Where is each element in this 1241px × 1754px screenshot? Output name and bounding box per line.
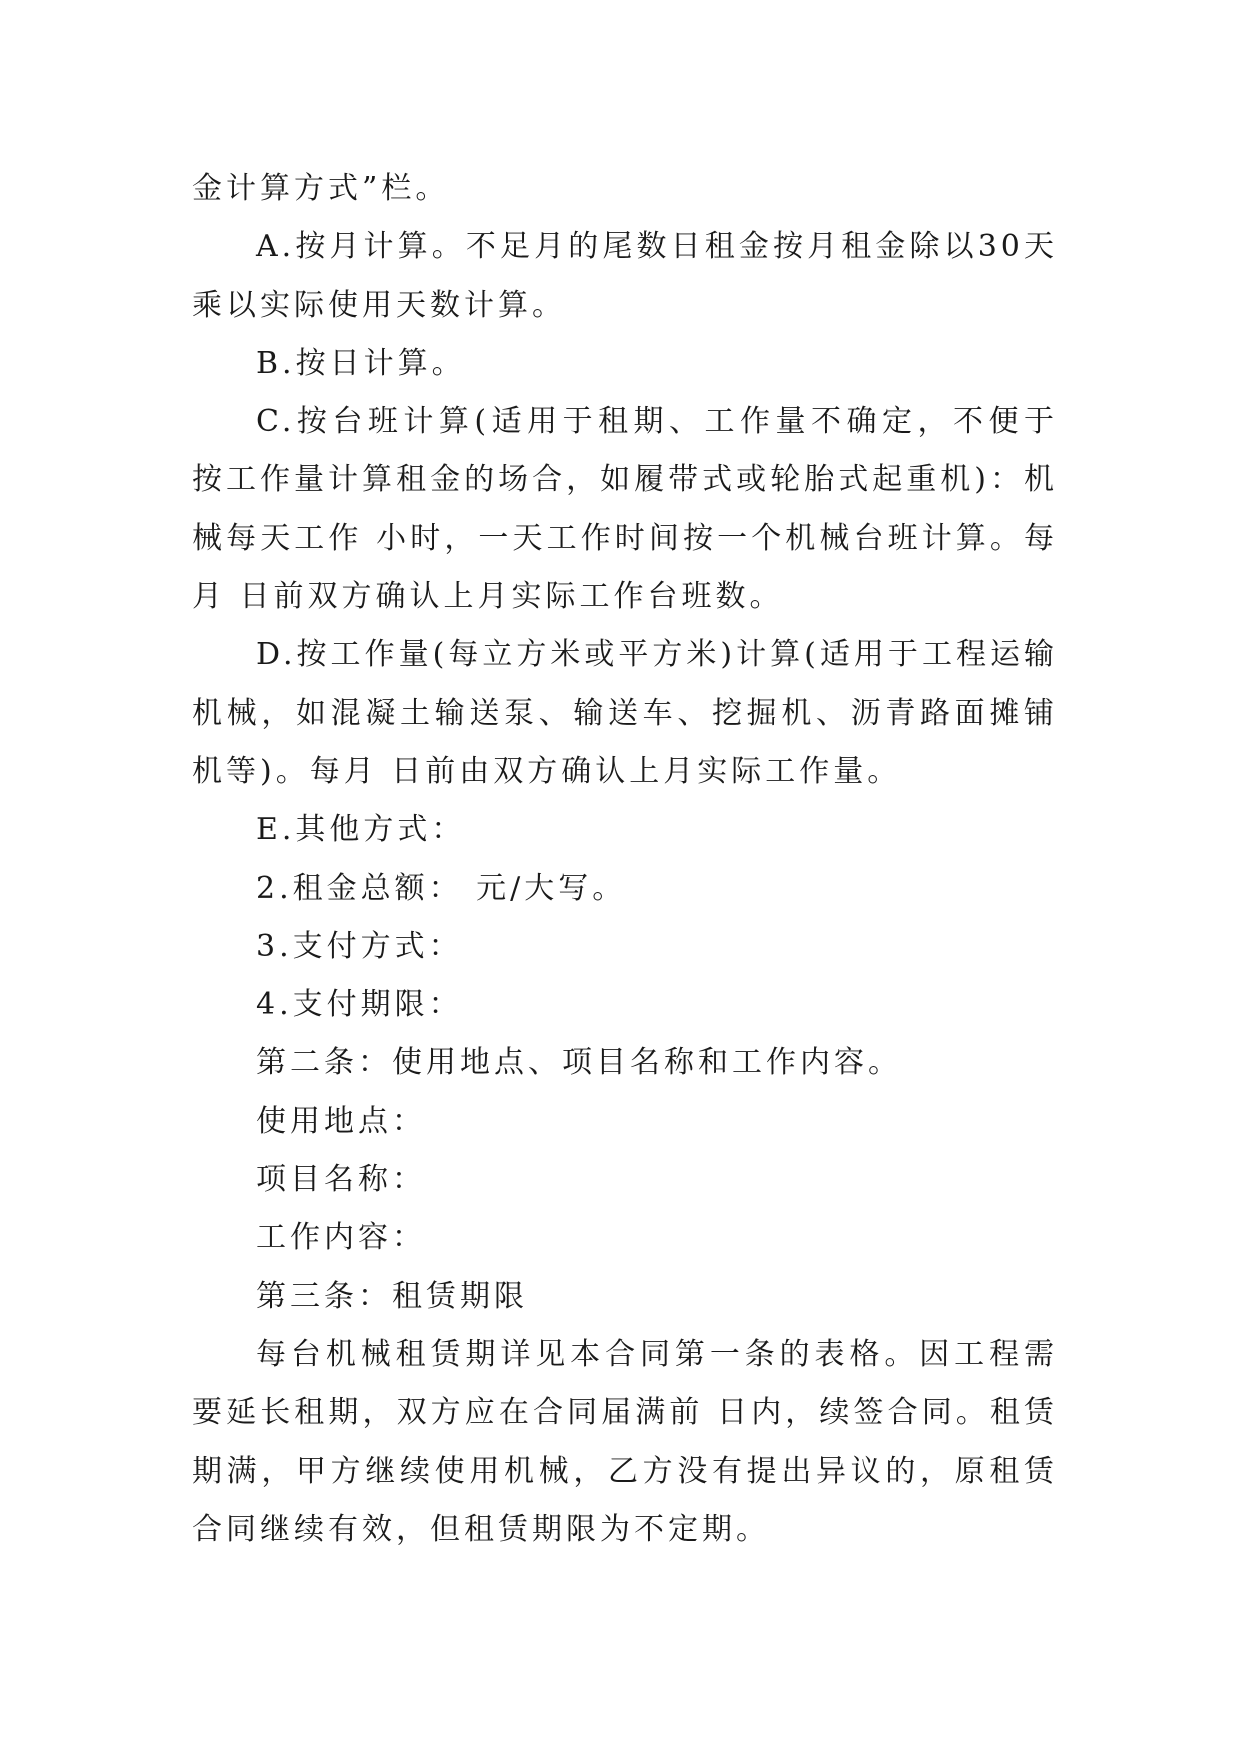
paragraph-project-name: 项目名称： [256, 1162, 426, 1198]
paragraph-rent-total: 2.租金总额： 元/大写。 [256, 870, 627, 906]
article-two-heading: 第二条：使用地点、项目名称和工作内容。 [256, 1045, 902, 1081]
paragraph-option-a: A.按月计算。不足月的尾数日租金按月租金除以30天乘以实际使用天数计算。 [192, 229, 1058, 323]
paragraph-continuation: 金计算方式”栏。 [192, 171, 450, 206]
paragraph-work-content: 工作内容： [256, 1220, 426, 1256]
paragraph-option-e: E.其他方式： [256, 812, 466, 848]
paragraph-payment-method: 3.支付方式： [256, 928, 463, 964]
article-three-heading: 第三条：租赁期限 [256, 1278, 528, 1314]
paragraph-option-c: C.按台班计算(适用于租期、工作量不确定，不便于按工作量计算租金的场合，如履带式或轮胎式起重机)：机械每天工作 小时，一天工作时间按一个机械台班计算。每月 日前双方确认上月实际工作台班数。 [192, 404, 1058, 615]
document-body [192, 160, 1058, 1559]
paragraph-lease-period: 每台机械租赁期详见本合同第一条的表格。因工程需要延长租期，双方应在合同届满前 日内，续签合同。租赁期满，甲方继续使用机械，乙方没有提出异议的，原租赁合同继续有效，但租赁期限为不定期。 [192, 1336, 1058, 1547]
paragraph-option-b: B.按日计算。 [256, 345, 466, 381]
paragraph-payment-term: 4.支付期限： [256, 987, 463, 1023]
paragraph-location: 使用地点： [256, 1103, 426, 1139]
paragraph-option-d: D.按工作量(每立方米或平方米)计算(适用于工程运输机械，如混凝土输送泵、输送车、挖掘机、沥青路面摊铺机等)。每月 日前由双方确认上月实际工作量。 [192, 637, 1058, 789]
